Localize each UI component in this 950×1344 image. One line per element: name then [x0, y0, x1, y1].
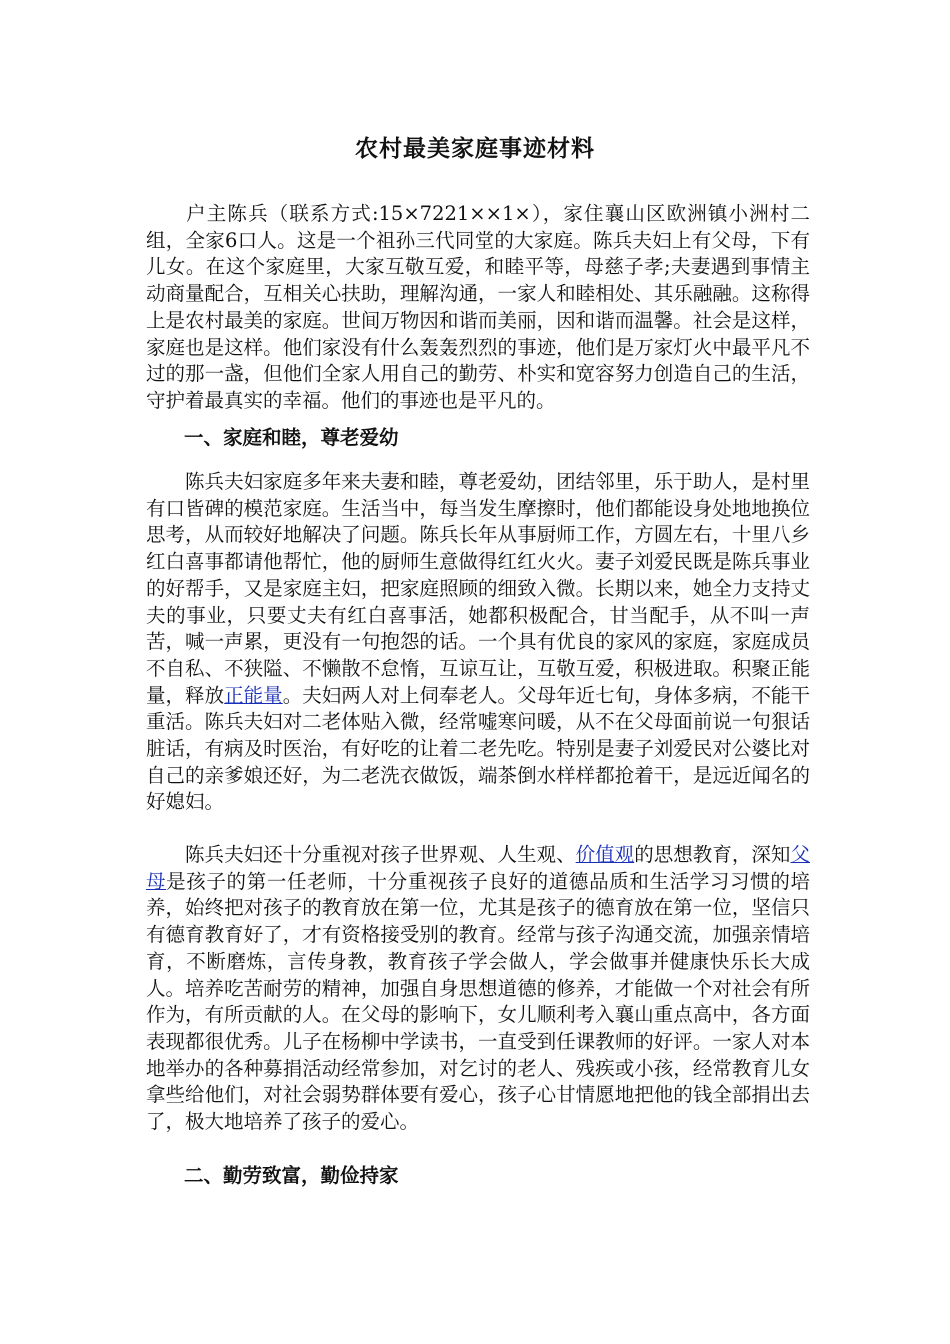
intro-paragraph [146, 201, 810, 415]
paragraph-text: 的思想教育，深知 [634, 843, 791, 866]
intro-text: 户主陈兵（联系方式:15×7221××1×），家住襄山区欧洲镇小洲村二组，全家6口人。这是一个祖孙三代同堂的大家庭。陈兵夫妇上有父母，下有儿女。在这个家庭里，大家互敬互爱，和睦平等，母慈子孝;夫妻遇到事情主动商量配合，互相关心扶助，理解沟通，一家人和睦相处、其乐融融。这称得上是农村最美的家庭。世间万物因和谐而美丽，因和谐而温馨。社会是这样，家庭也是这样。他们家没有什么轰轰烈烈的事迹，他们是万家灯火中最平凡不过的那一盏，但他们全家人用自己的勤劳、朴实和宽容努力创造自己的生活，守护着最真实的幸福。他们的事迹也是平凡的。 [146, 202, 810, 412]
paragraph-text: 陈兵夫妇还十分重视对孩子世界观、人生观、 [185, 843, 576, 866]
positive-energy-link[interactable]: 正能量 [224, 683, 283, 707]
family-harmony-paragraph [146, 469, 810, 816]
parents-link[interactable]: 父母 [146, 843, 810, 893]
values-link[interactable]: 价值观 [575, 843, 635, 866]
section-heading-1: 一、家庭和睦，尊老爱幼 [184, 426, 399, 449]
paragraph-text: 是孩子的第一任老师，十分重视孩子良好的道德品质和生活学习习惯的培养，始终把对孩子的教育放在第一位，尤其是孩子的德育放在第一位，坚信只有德育教育好了，才有资格接受别的教育。经常与孩子沟通交流，加强亲情培育，不断磨炼，言传身教，教育孩子学会做人，学会做事并健康快乐长大成人。培养吃苦耐劳的精神，加强自身思想道德的修养，才能做一个对社会有所作为，有所贡献的人。在父母的影响下，女儿顺利考入襄山重点高中，各方面表现都很优秀。儿子在杨柳中学读书，一直受到任课教师的好评。一家人对本地举办的各种募捐活动经常参加，对乞讨的老人、残疾或小孩，经常教育儿女拿些给他们，对社会弱势群体要有爱心，孩子心甘情愿地把他的钱全部捐出去了，极大地培养了孩子的爱心。 [146, 869, 810, 1134]
paragraph-text: 陈兵夫妇家庭多年来夫妻和睦，尊老爱幼，团结邻里，乐于助人，是村里有口皆碑的模范家庭。生活当中，每当发生摩擦时，他们都能设身处地地换位思考，从而较好地解决了问题。陈兵长年从事厨师工作，方圆左右，十里八乡红白喜事都请他帮忙，他的厨师生意做得红红火火。妻子刘爱民既是陈兵事业的好帮手，又是家庭主妇，把家庭照顾的细致入微。长期以来，她全力支持丈夫的事业，只要丈夫有红白喜事活，她都积极配合，甘当配手，从不叫一声苦，喊一声累，更没有一句抱怨的话。一个具有优良的家风的家庭，家庭成员不自私、不狭隘、不懒散不怠惰，互谅互让，互敬互爱，积极进取。积聚正能量，释放 [146, 470, 810, 707]
section-heading-2: 二、勤劳致富，勤俭持家 [184, 1164, 399, 1187]
document-title: 农村最美家庭事迹材料 [355, 136, 595, 162]
paragraph-text: 。夫妇两人对上伺奉老人。父母年近七旬，身体多病，不能干重活。陈兵夫妇对二老体贴入微，经常嘘寒问暖，从不在父母面前说一句狠话脏话，有病及时医治，有好吃的让着二老先吃。特别是妻子刘爱民对公婆比对自己的亲爹娘还好，为二老洗衣做饭，端茶倒水样样都抢着干，是远近闻名的好媳妇。 [146, 683, 810, 814]
child-education-paragraph [146, 842, 810, 1136]
